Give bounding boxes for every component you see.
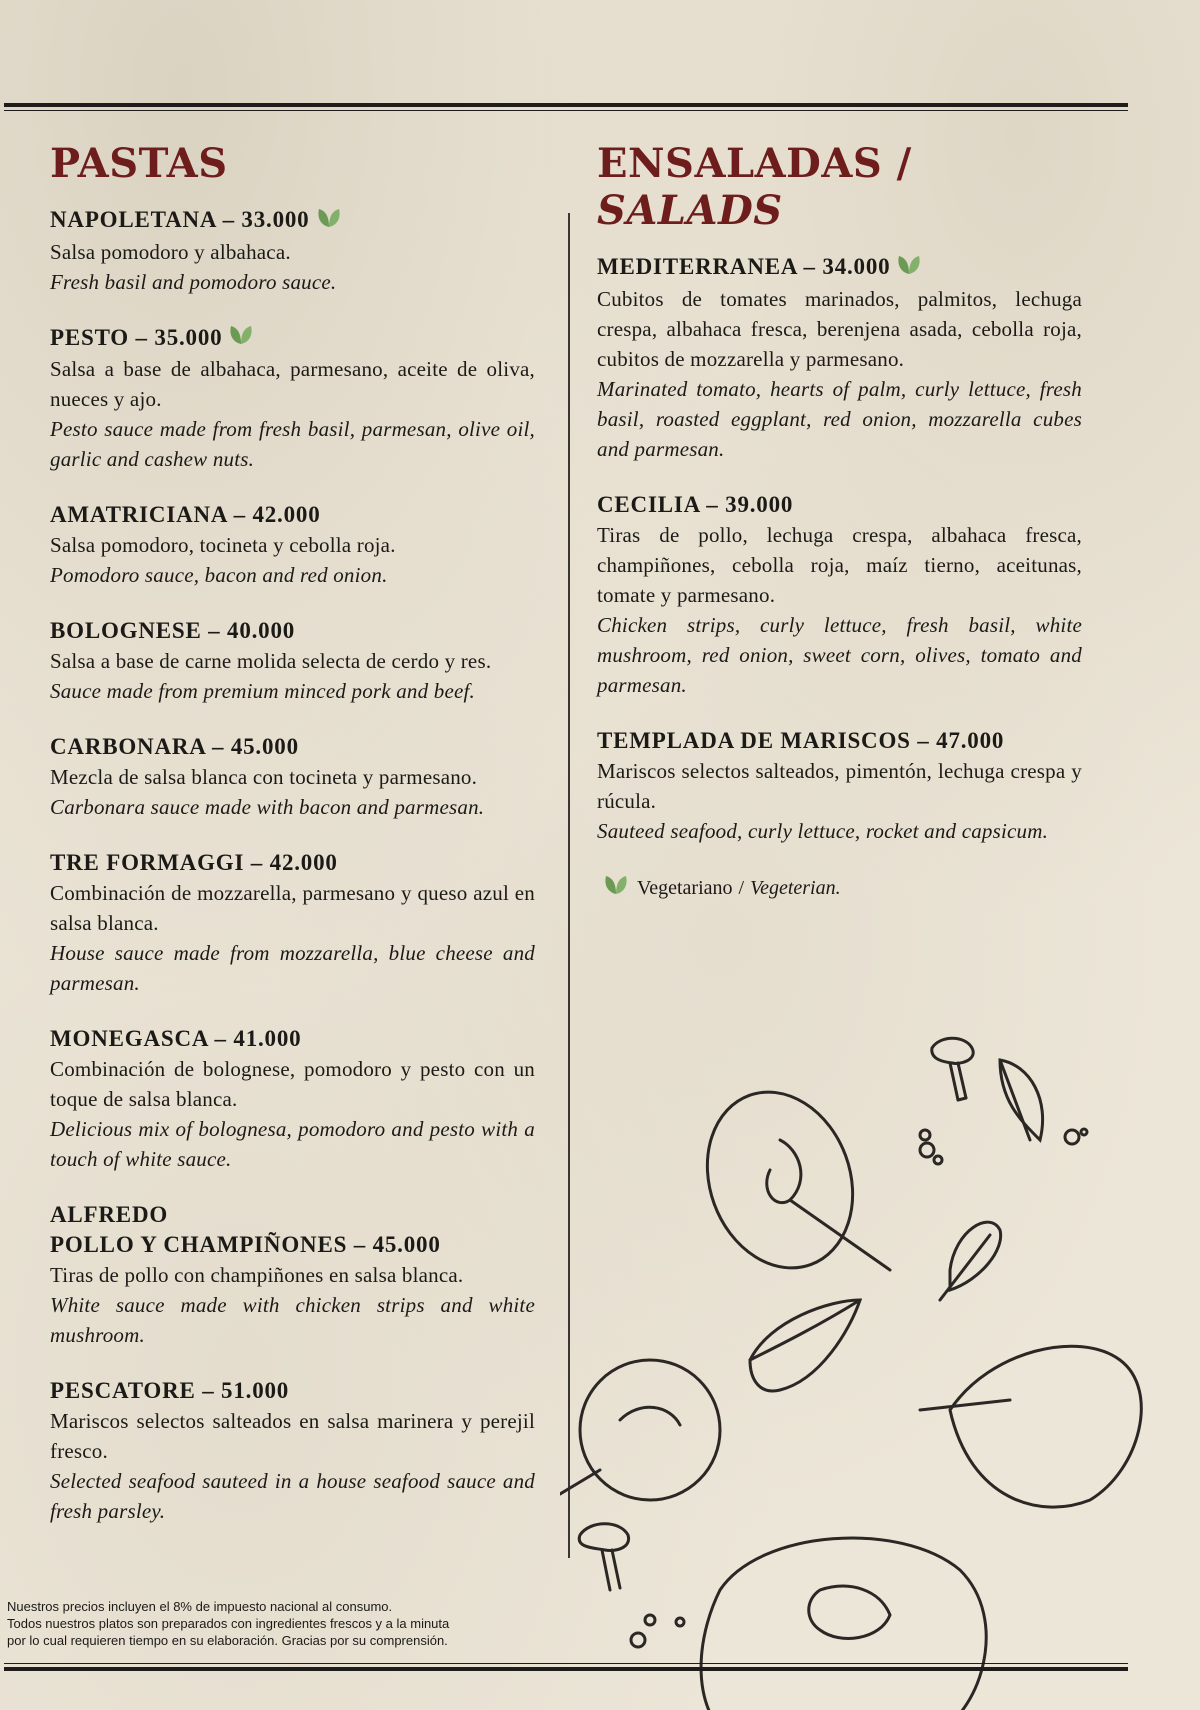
vegetarian-legend — [603, 874, 841, 902]
item-description-es: Mariscos selectos salteados en salsa marinera y perejil fresco. — [50, 1409, 535, 1464]
vegetable-illustration — [560, 1030, 1180, 1710]
pastas-title: PASTAS — [50, 140, 228, 187]
bottom-rule — [4, 1663, 1128, 1671]
pasta-item — [50, 616, 535, 706]
pasta-item — [50, 323, 535, 475]
legend-separator: / — [738, 876, 745, 899]
item-description-es: Cubitos de tomates marinados, palmitos, lechuga crespa, albahaca fresca, berenjena asada, cebolla roja, cubitos de mozzarella y parmesano. — [597, 286, 1082, 371]
salads-list — [597, 252, 1082, 846]
item-description-es: Salsa a base de carne molida selecta de cerdo y res. — [50, 649, 492, 674]
item-name — [50, 500, 535, 530]
item-description-en: Carbonara sauce made with bacon and parmesan. — [50, 795, 485, 820]
item-description-en: Sauce made from premium minced pork and beef. — [50, 679, 476, 704]
footnote-line-1: Nuestros precios incluyen el 8% de impuesto nacional al consumo. — [7, 1599, 393, 1614]
item-description-es: Mezcla de salsa blanca con tocineta y parmesano. — [50, 765, 478, 790]
item-name — [50, 323, 535, 355]
pasta-item — [50, 205, 535, 297]
top-rule — [4, 103, 1128, 111]
item-description-es: Tiras de pollo con champiñones en salsa blanca. — [50, 1263, 464, 1288]
pasta-item — [50, 848, 535, 998]
item-description-en: Fresh basil and pomodoro sauce. — [50, 269, 337, 294]
salad-item — [597, 490, 1082, 700]
item-description-en: Selected seafood sauteed in a house seafood sauce and fresh parsley. — [50, 1469, 535, 1524]
item-name — [597, 726, 1082, 756]
pasta-item — [50, 1200, 535, 1350]
pasta-item — [50, 732, 535, 822]
item-name-text: POLLO Y CHAMPIÑONES – 45.000 — [50, 1232, 441, 1258]
salads-title-en: SALADS — [597, 187, 783, 234]
item-name-line1: ALFREDO — [50, 1202, 169, 1228]
item-name-text: TEMPLADA DE MARISCOS – 47.000 — [597, 727, 1005, 753]
salad-item — [597, 252, 1082, 464]
footnote-line-3: por lo cual requieren tiempo en su elaboración. Gracias por su comprensión. — [7, 1633, 448, 1648]
leaf-icon — [603, 874, 629, 902]
item-name — [50, 1376, 535, 1406]
item-description-en: Sauteed seafood, curly lettuce, rocket and capsicum. — [597, 818, 1049, 843]
item-description-en: Marinated tomato, hearts of palm, curly lettuce, fresh basil, roasted eggplant, red onion, mozzarella cubes and parmesan. — [597, 376, 1082, 461]
item-name — [50, 205, 535, 237]
item-name — [50, 1024, 535, 1054]
pasta-item — [50, 1376, 535, 1526]
salads-section — [597, 140, 1082, 872]
pastas-section — [50, 140, 535, 1552]
item-description-es: Mariscos selectos salteados, pimentón, lechuga crespa y rúcula. — [597, 758, 1082, 813]
item-name-text: AMATRICIANA – 42.000 — [50, 502, 321, 528]
pastas-list — [50, 205, 535, 1526]
item-description-en: Delicious mix of bolognesa, pomodoro and pesto with a touch of white sauce. — [50, 1117, 535, 1172]
item-name — [597, 252, 1082, 284]
leaf-icon — [896, 254, 922, 284]
item-description-es: Combinación de bolognese, pomodoro y pesto con un toque de salsa blanca. — [50, 1057, 535, 1112]
item-description-es: Salsa pomodoro, tocineta y cebolla roja. — [50, 533, 396, 558]
legend-en: Vegeterian. — [750, 876, 841, 899]
item-name-text: CECILIA – 39.000 — [597, 491, 794, 517]
item-name-text: NAPOLETANA – 33.000 — [50, 207, 310, 232]
leaf-icon — [228, 324, 254, 354]
item-description-es: Salsa a base de albahaca, parmesano, aceite de oliva, nueces y ajo. — [50, 357, 535, 412]
item-name-text: BOLOGNESE – 40.000 — [50, 618, 296, 644]
item-name — [50, 732, 535, 762]
footnote-line-2: Todos nuestros platos son preparados con ingredientes frescos y a la minuta — [7, 1616, 450, 1631]
salad-item — [597, 726, 1082, 846]
item-description-en: Pomodoro sauce, bacon and red onion. — [50, 563, 388, 588]
tax-footnote — [7, 1598, 567, 1649]
item-description-es: Combinación de mozzarella, parmesano y queso azul en salsa blanca. — [50, 881, 535, 936]
leaf-icon — [316, 207, 342, 237]
item-name — [597, 490, 1082, 520]
item-name — [50, 616, 535, 646]
legend-es: Vegetariano — [637, 876, 733, 899]
item-name-text: PESTO – 35.000 — [50, 324, 223, 350]
pasta-item — [50, 1024, 535, 1174]
item-description-en: House sauce made from mozzarella, blue cheese and parmesan. — [50, 941, 535, 996]
item-name-text: MONEGASCA – 41.000 — [50, 1026, 302, 1052]
item-name-text: TRE FORMAGGI – 42.000 — [50, 850, 338, 876]
item-name-text: PESCATORE – 51.000 — [50, 1378, 290, 1404]
item-description-en: Chicken strips, curly lettuce, fresh basil, white mushroom, red onion, sweet corn, olives, tomato and parmesan. — [597, 612, 1082, 697]
salads-title-es: ENSALADAS / — [597, 140, 912, 187]
salads-title — [597, 140, 1082, 234]
item-name — [50, 848, 535, 878]
pasta-item — [50, 500, 535, 590]
item-description-es: Tiras de pollo, lechuga crespa, albahaca fresca, champiñones, cebolla roja, maíz tierno, aceitunas, tomate y parmesano. — [597, 522, 1082, 607]
item-description-es: Salsa pomodoro y albahaca. — [50, 239, 291, 264]
item-name-text: MEDITERRANEA – 34.000 — [597, 254, 891, 279]
item-name — [50, 1230, 535, 1260]
item-description-en: White sauce made with chicken strips and white mushroom. — [50, 1293, 535, 1348]
item-name-text: CARBONARA – 45.000 — [50, 734, 299, 760]
item-description-en: Pesto sauce made from fresh basil, parmesan, olive oil, garlic and cashew nuts. — [50, 417, 535, 472]
